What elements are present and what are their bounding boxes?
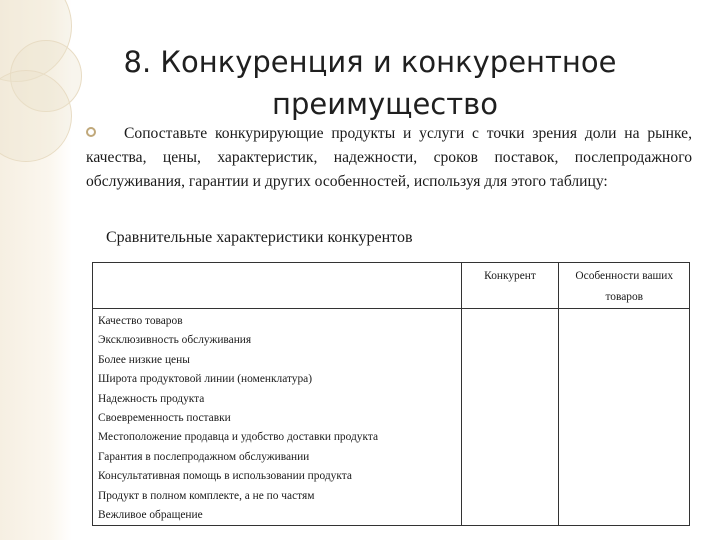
criteria-item: Качество товаров	[98, 315, 183, 327]
comparison-table	[92, 262, 690, 526]
criteria-item: Продукт в полном комплекте, а не по частям	[98, 489, 315, 502]
table-header-row	[93, 263, 690, 309]
criteria-item: Консультативная помощь в использовании продукта	[98, 470, 352, 483]
criteria-cell	[93, 309, 462, 526]
your-products-cell	[559, 309, 690, 526]
criteria-item: Своевременность поставки	[98, 412, 231, 425]
competitor-cell	[461, 309, 559, 526]
slide-title	[60, 41, 680, 125]
header-cell-competitor: Конкурент	[461, 263, 559, 309]
criteria-item: Надежность продукта	[98, 392, 205, 405]
criteria-item: Местоположение продавца и удобство доставки продукта	[98, 431, 379, 444]
criteria-item: Гарантия в послепродажном обслуживании	[98, 450, 310, 463]
table-body-row	[93, 309, 690, 526]
slide-title-line2: преимущество	[272, 87, 498, 122]
criteria-item: Более низкие цены	[98, 353, 190, 366]
table-caption: Сравнительные характеристики конкурентов	[106, 229, 413, 246]
header-cell-empty	[93, 263, 462, 309]
criteria-item: Широта продуктовой линии (номенклатура)	[98, 373, 313, 386]
header-cell-your-products: Особенности ваших товаров	[559, 263, 690, 309]
instruction-paragraph: Сопоставьте конкурирующие продукты и услуги с точки зрения доли на рынке, качества, цены, характеристик, надежности, сроков поставок, послепродажного обслуживания, гарантии и других особенностей, используя для этого таблицу:	[86, 125, 692, 190]
slide-title-line1: 8. Конкуренция и конкурентное	[123, 45, 617, 80]
criteria-item: Вежливое обращение	[98, 509, 203, 522]
criteria-item: Эксклюзивность обслуживания	[98, 334, 252, 347]
